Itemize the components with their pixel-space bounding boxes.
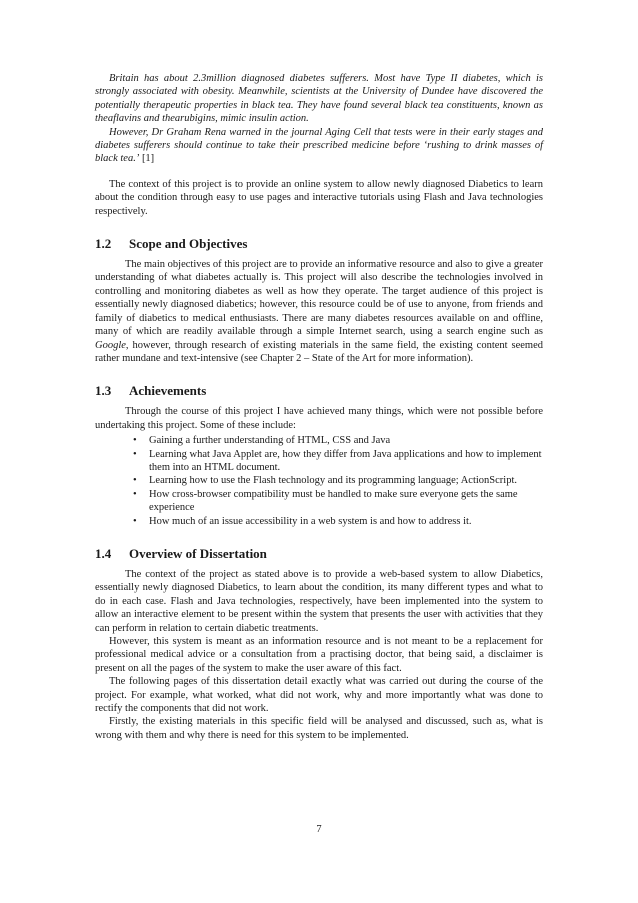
section-heading-1-3 [95,383,543,399]
section-title: Achievements [129,383,207,399]
page-number: 7 [316,824,322,835]
section-heading-1-4 [95,546,543,562]
intro-paragraph-3: The context of this project is to provide an online system to allow newly diagnosed Diabetics to learn about the condition through easy to use pages and interactive tutorials using Flash and Java technologies respectively. [95,178,543,217]
intro-paragraph-2 [95,126,543,166]
list-item [133,515,543,528]
overview-paragraph-2: However, this system is meant as an information resource and is not meant to be a replacement for professional medical advice or a consultation from a practising doctor, that being said, a disclaimer is present on all the pages of the system to make the user aware of this fact. [95,636,543,674]
list-item-text: How much of an issue accessibility in a web system is and how to address it. [149,515,472,527]
intro-paragraph-2-text: However, Dr Graham Rena warned in the journal Aging Cell that tests were in their early stages and diabetes sufferers should continue to take their prescribed medicine before ‘rushing to drink masses of black tea.’ [95,126,543,165]
overview-paragraph-4: Firstly, the existing materials in this specific field will be analysed and discussed, such as, what is wrong with them and why there is need for this system to be implemented. [95,716,543,741]
list-item [133,448,543,475]
section-heading-1-2 [95,236,543,252]
overview-paragraph-1: The context of the project as stated above is to provide a web-based system to allow Diabetics, essentially newly diagnosed Diabetics, to learn about the condition, its many different types and what to do in each case. Flash and Java technologies, respectively, have been implemented into the system to allow an interactive element to be present within the system that presents the user with activities that they can perform in relation to certain diabetic treatments. [95,568,543,634]
scope-text-2: , however, through research of existing materials in the same field, the existing content seemed rather mundane and text-intensive (see Chapter 2 – State of the Art for more information). [95,339,543,364]
section-number: 1.2 [95,236,112,252]
scope-paragraph [95,258,543,365]
bullet-icon: • [133,448,137,460]
google-term: Google [95,339,126,351]
section-title: Overview of Dissertation [129,545,267,561]
list-item-text: Learning how to use the Flash technology and its programming language; ActionScript. [149,475,518,487]
overview-paragraph-3: The following pages of this dissertation detail exactly what was carried out during the course of the project. For example, what worked, what did not work, why and more importantly what was done to rectify the components that did not work. [95,676,543,715]
list-item [133,474,543,487]
bullet-icon: • [133,475,137,487]
section-title: Scope and Objectives [129,236,248,252]
achievements-list [95,434,543,528]
bullet-icon: • [133,515,137,527]
list-item [133,488,543,515]
list-item-text: Learning what Java Applet are, how they differ from Java applications and how to implement them into an HTML document. [149,448,542,473]
list-item [133,434,543,447]
intro-paragraph-1: Britain has about 2.3million diagnosed diabetes sufferers. Most have Type II diabetes, which is strongly associated with obesity. Meanwhile, scientists at the University of Dundee have discovered the potentially therapeutic properties in black tea. They have found several black tea constituents, known as theaflavins and thearubigins, mimic insulin action. [95,73,543,125]
document-page [95,72,543,742]
list-item-text: Gaining a further understanding of HTML, CSS and Java [149,435,391,447]
scope-text-1: The main objectives of this project are to provide an informative resource and also to give a greater understanding of what diabetes actually is. This project will also describe the technologies involved in controlling and monitoring diabetes as well as how they operate. The target audience of this project is essentially newly diagnosed diabetics; however, this resource could be of use to anyone, from friends and family of diabetics to medical enthusiasts. There are many diabetes resources available on and offline, many of which are readily available through a simple Internet search, using a search engine such as [95,259,543,338]
achievements-paragraph: Through the course of this project I have achieved many things, which were not possible before undertaking this project. Some of these include: [95,406,543,431]
bullet-icon: • [133,435,137,447]
section-number: 1.4 [95,545,112,561]
citation-reference[interactable]: [1] [139,153,155,165]
bullet-icon: • [133,488,137,500]
section-number: 1.3 [95,383,112,399]
list-item-text: How cross-browser compatibility must be handled to make sure everyone gets the same experience [149,488,518,514]
